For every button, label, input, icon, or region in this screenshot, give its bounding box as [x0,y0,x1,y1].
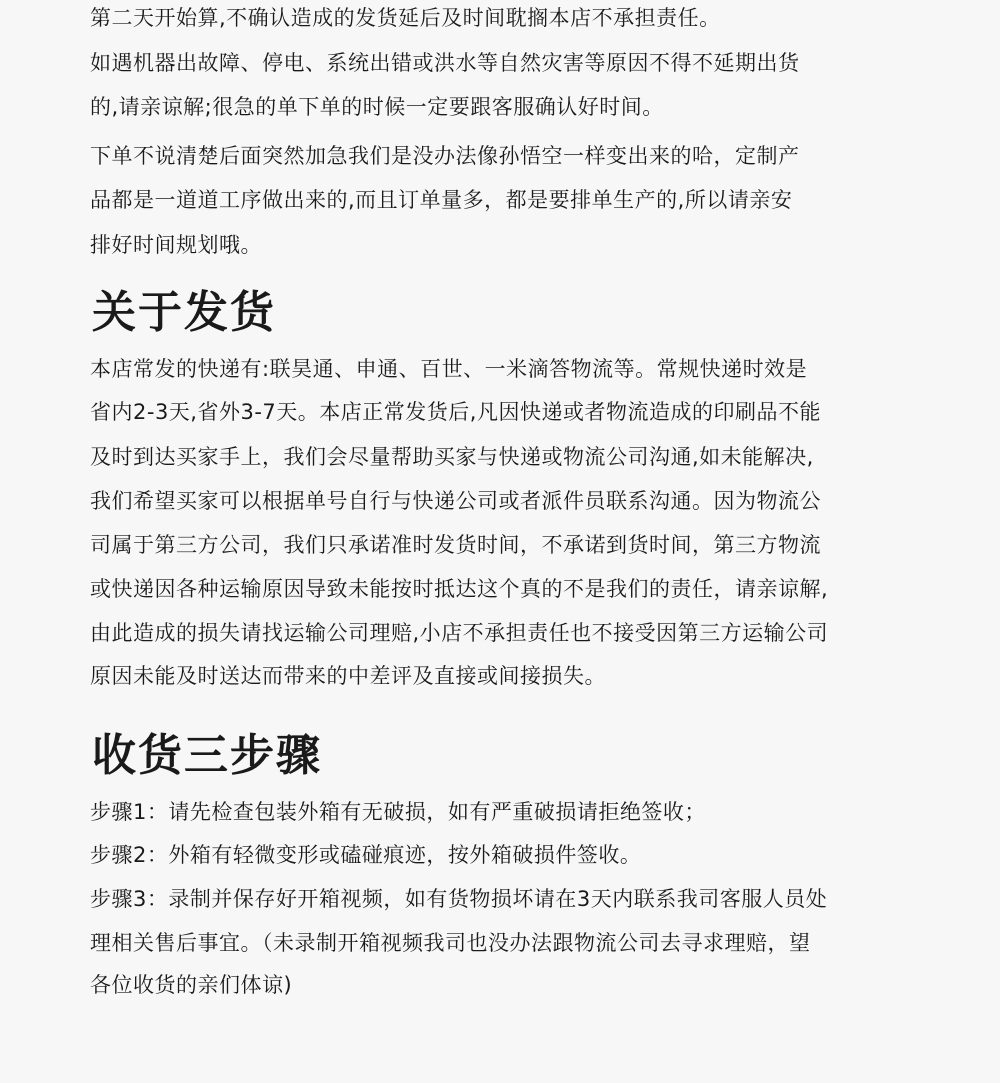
receiving-step-line: 步骤1：请先检查包装外箱有无破损，如有严重破损请拒绝签收； [90,800,706,824]
shipping-line: 省内2-3天,省外3-7天。本店正常发货后,凡因快递或者物流造成的印刷品不能 [90,400,821,424]
intro-line: 排好时间规划哦。 [90,233,262,257]
shipping-line: 本店常发的快递有:联昊通、申通、百世、一米滴答物流等。常规快递时效是 [90,357,808,381]
shipping-line: 我们希望买家可以根据单号自行与快递公司或者派件员联系沟通。因为物流公 [90,489,821,513]
intro-line: 品都是一道道工序做出来的,而且订单量多，都是要排单生产的,所以请亲安 [90,188,793,212]
receiving-heading: 收货三步骤 [92,730,322,781]
receiving-step-line: 各位收货的亲们体谅) [90,973,293,997]
receiving-step-line: 理相关售后事宜。（未录制开箱视频我司也没办法跟物流公司去寻求理赔，望 [90,931,811,955]
shipping-heading: 关于发货 [92,287,276,338]
shipping-line: 司属于第三方公司，我们只承诺准时发货时间，不承诺到货时间，第三方物流 [90,533,821,557]
intro-line: 如遇机器出故障、停电、系统出错或洪水等自然灾害等原因不得不延期出货 [90,51,800,75]
shipping-line: 及时到达买家手上，我们会尽量帮助买家与快递或物流公司沟通,如未能解决, [90,445,814,469]
intro-line: 的,请亲谅解;很急的单下单的时候一定要跟客服确认好时间。 [90,95,664,119]
receiving-step-line: 步骤2：外箱有轻微变形或磕碰痕迹，按外箱破损件签收。 [90,843,642,867]
intro-line: 第二天开始算,不确认造成的发货延后及时间耽搁本店不承担责任。 [90,6,721,30]
intro-line: 下单不说清楚后面突然加急我们是没办法像孙悟空一样变出来的哈，定制产 [90,144,800,168]
shipping-line: 或快递因各种运输原因导致未能按时抵达这个真的不是我们的责任，请亲谅解, [90,577,829,601]
shipping-line: 由此造成的损失请找运输公司理赔,小店不承担责任也不接受因第三方运输公司 [90,621,829,645]
receiving-step-line: 步骤3：录制并保存好开箱视频，如有货物损坏请在3天内联系我司客服人员处 [90,887,828,911]
shipping-line: 原因未能及时送达而带来的中差评及直接或间接损失。 [90,664,606,688]
